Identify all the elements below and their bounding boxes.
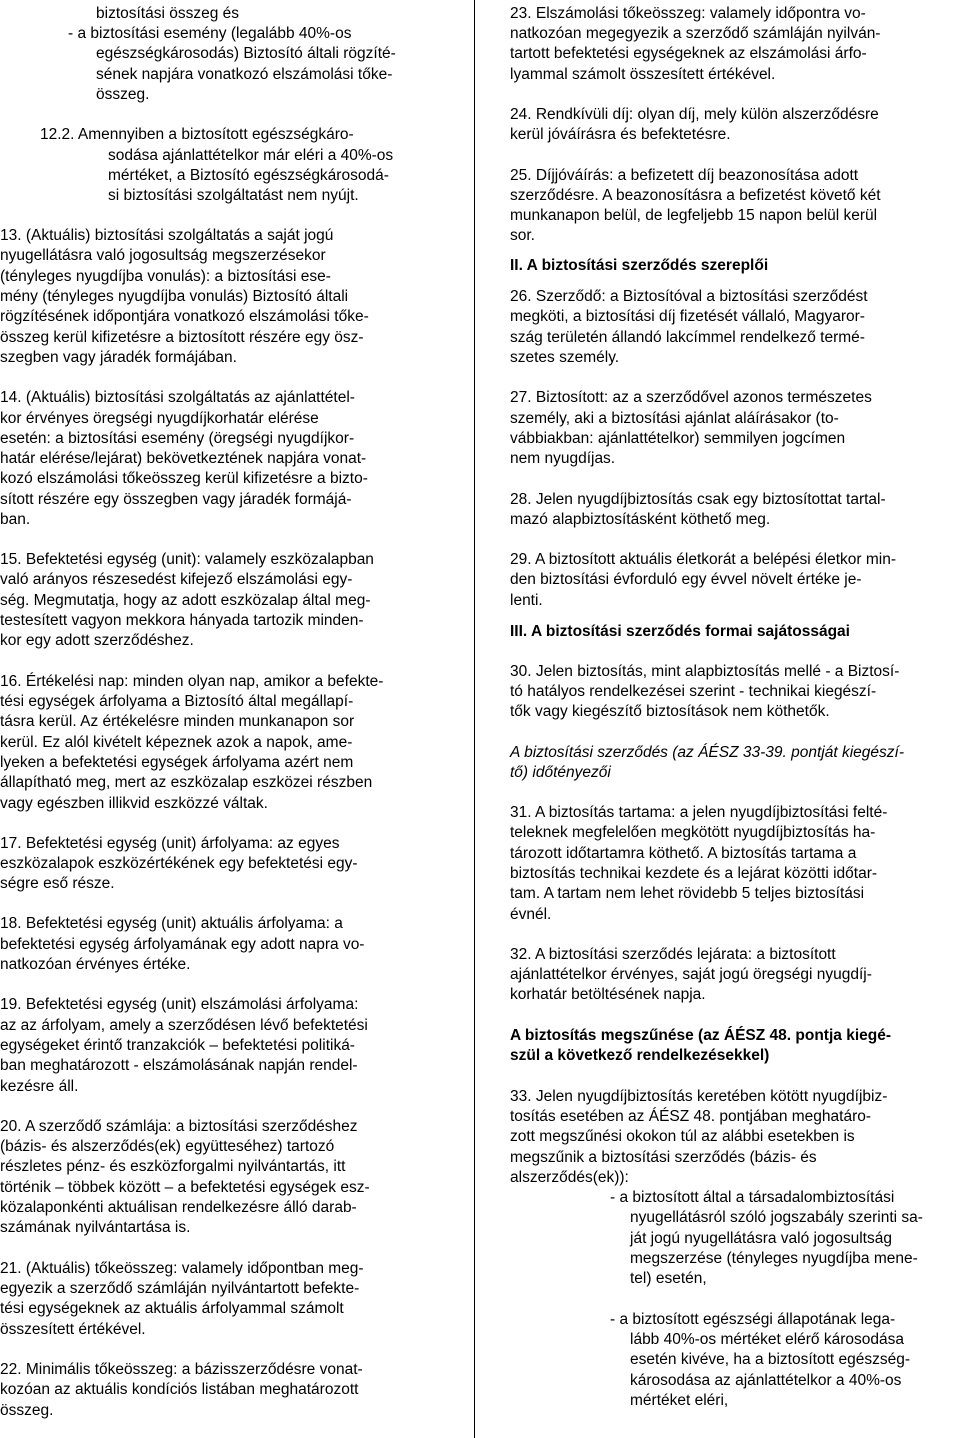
text-line: 26. Szerződő: a Biztosítóval a biztosítási szerződést (510, 288, 868, 305)
text-line: 13. (Aktuális) biztosítási szolgáltatás a saját jogú (0, 227, 334, 244)
text-line: 19. Befektetési egység (unit) elszámolási árfolyama: (0, 996, 359, 1013)
text-line: 31. A biztosítás tartama: a jelen nyugdíjbiztosítási felté- (510, 804, 888, 821)
text-line: tési egységeknek az aktuális árfolyammal számolt (0, 1300, 344, 1317)
text-line: szegben vagy járadék formájában. (0, 349, 237, 366)
text-line: sított részére egy összegben vagy járadék formájá- (0, 491, 352, 508)
text-line: mazó alapbiztosításként köthető meg. (510, 511, 771, 528)
text-line: tési egységek árfolyama a Biztosító által megállapí- (0, 693, 354, 710)
text-line: történik – többek között – a befektetési egységek esz- (0, 1179, 370, 1196)
text-line: 12.2. Amennyiben a biztosított egészségkáro- (40, 126, 354, 143)
text-line: 15. Befektetési egység (unit): valamely eszközalapban (0, 551, 374, 568)
text-line: részletes pénz- és eszközforgalmi nyilvántartás, itt (0, 1158, 346, 1175)
text-line: tők vagy kiegészítő biztosítások nem köthetők. (510, 703, 830, 720)
text-line: korhatár betöltésének napja. (510, 986, 706, 1003)
text-line: vagy egészben illikvid eszközzé váltak. (0, 795, 268, 812)
text-line: esetén kivéve, ha a biztosított egészség- (630, 1351, 911, 1368)
text-line: ját jogú nyugellátásra való jogosultság (630, 1230, 892, 1247)
text-line: (bázis- és alszerződés(ek) együtteséhez) tartozó (0, 1138, 335, 1155)
text-line: den biztosítási évforduló egy évvel növelt értéke je- (510, 571, 862, 588)
text-line: összeg kerül kifizetésre a biztosított részére egy ösz- (0, 329, 364, 346)
text-line: 17. Befektetési egység (unit) árfolyama: az egyes (0, 835, 340, 852)
column-divider (474, 0, 475, 1438)
text-line: állapítható meg, mert az eszközalap eszközei részben (0, 774, 373, 791)
text-line: kerül jóváírásra és befektetésre. (510, 126, 731, 143)
text-line: lyammal számolt összesített értékével. (510, 66, 776, 83)
text-line: egyezik a szerződő számláján nyilvántartott befekte- (0, 1280, 360, 1297)
text-line: szerződésre. A beazonosításra a befizetést követő két (510, 187, 881, 204)
text-line: esetén: a biztosítási esemény (öregségi nyugdíjkor- (0, 430, 355, 447)
text-line: egészségkárosodás) Biztosító általi rögzíté- (96, 45, 396, 62)
text-line: tározott időtartamra köthető. A biztosítás tartama a (510, 845, 857, 862)
text-line: sodása ajánlattételkor már eléri a 40%-os (108, 147, 394, 164)
text-line: tartott befektetési egységeknek az elszámolási árfo- (510, 45, 867, 62)
text-line: 30. Jelen biztosítás, mint alapbiztosítás mellé - a Biztosí- (510, 663, 900, 680)
text-line: sének napjára vonatkozó elszámolási tőke- (96, 66, 393, 83)
text-line: eszközalapok eszközértékének egy befektetési egy- (0, 855, 358, 872)
text-line: 24. Rendkívüli díj: olyan díj, mely külön alszerződésre (510, 106, 879, 123)
text-line: kozóan az aktuális kondíciós listában meghatározott (0, 1381, 359, 1398)
text-line: megszerzése (tényleges nyugdíjba mene- (630, 1250, 918, 1267)
text-line: 32. A biztosítási szerződés lejárata: a biztosított (510, 946, 836, 963)
text-line: 21. (Aktuális) tőkeösszeg: valamely időpontban meg- (0, 1260, 364, 1277)
text-line: mény (tényleges nyugdíjba vonulás) Biztosító általi (0, 288, 349, 305)
text-line: nyugellátásról szóló jogszabály szerinti sa- (630, 1209, 923, 1226)
text-line: kerül. Ez alól kivételt képeznek azok a napok, ame- (0, 734, 353, 751)
text-line: teleknek megfelelően megkötött nyugdíjbiztosítás ha- (510, 824, 876, 841)
text-line: si biztosítási szolgáltatást nem nyújt. (108, 187, 359, 204)
text-line: szetes személy. (510, 349, 620, 366)
text-line: szág területén állandó lakcímmel rendelkező termé- (510, 329, 865, 346)
text-line: 22. Minimális tőkeösszeg: a bázisszerződésre vonat- (0, 1361, 363, 1378)
text-line: 18. Befektetési egység (unit) aktuális árfolyama: a (0, 915, 343, 932)
text-line: személy, aki a biztosítási ajánlat aláírásakor (to- (510, 410, 839, 427)
text-line: számának nyilvántartása is. (0, 1219, 191, 1236)
text-line: megszűnik a biztosítási szerződés (bázis- és (510, 1149, 817, 1166)
text-line: 14. (Aktuális) biztosítási szolgáltatás az ajánlattétel- (0, 389, 355, 406)
text-line: kor érvényes öregségi nyugdíjkorhatár elérése (0, 410, 319, 427)
text-line: - a biztosítási esemény (legalább 40%-os (68, 25, 352, 42)
text-line: tel) esetén, (630, 1270, 707, 1287)
text-line: ajánlattételkor érvényes, saját jogú öregségi nyugdíj- (510, 966, 872, 983)
text-line: 25. Díjjóváírás: a befizetett díj beazonosítása adott (510, 167, 859, 184)
text-line: ban meghatározott - elszámolásának napján rendel- (0, 1057, 358, 1074)
text-line: egységeket érintő tranzakciók – befektetési politiká- (0, 1037, 355, 1054)
text-line: szül a következő rendelkezésekkel) (510, 1047, 770, 1064)
text-line: az az árfolyam, amely a szerződésen lévő befektetési (0, 1017, 368, 1034)
text-line: 29. A biztosított aktuális életkorát a belépési életkor min- (510, 551, 896, 568)
text-line: lább 40%-os mértéket elérő károsodása (630, 1331, 904, 1348)
text-line: 23. Elszámolási tőkeösszeg: valamely időpontra vo- (510, 5, 866, 22)
text-line: nyugellátásra való jogosultság megszerzésekor (0, 247, 326, 264)
text-line: összeg. (96, 86, 150, 103)
text-line: 16. Értékelési nap: minden olyan nap, amikor a befekte- (0, 673, 384, 690)
text-line: 33. Jelen nyugdíjbiztosítás keretében kötött nyugdíjbiz- (510, 1088, 888, 1105)
text-line: való arányos részesedést kifejező elszámolási egy- (0, 571, 353, 588)
text-line: tő) időtényezői (510, 764, 611, 781)
text-line: lenti. (510, 592, 543, 609)
text-line: A biztosítási szerződés (az ÁÉSZ 33-39. pontját kiegészí- (510, 744, 904, 761)
text-line: ség. Megmutatja, hogy az adott eszközalap által meg- (0, 592, 371, 609)
text-line: natkozóan megegyezik a szerződő számláján nyilván- (510, 25, 881, 42)
text-line: - a biztosított egészségi állapotának lega- (610, 1311, 896, 1328)
text-line: biztosítási összeg és (96, 5, 240, 22)
text-line: munkanapon belül, de legfeljebb 15 napon belül kerül (510, 207, 878, 224)
text-line: vábbiakban: ajánlattételkor) semmilyen jogcímen (510, 430, 846, 447)
text-line: összesített értékével. (0, 1321, 146, 1338)
text-line: megköti, a biztosítási díj fizetését vállaló, Magyaror- (510, 308, 865, 325)
text-line: rögzítésének időpontjára vonatkozó elszámolási tőke- (0, 308, 369, 325)
text-line: A biztosítás megszűnése (az ÁÉSZ 48. pontja kiegé- (510, 1027, 891, 1044)
text-line: lyeken a befektetési egységek árfolyama azért nem (0, 754, 354, 771)
section-heading-ii: II. A biztosítási szerződés szereplői (510, 257, 769, 274)
text-line: mértéket eléri, (630, 1392, 729, 1409)
text-line: határ elérése/lejárat) bekövetkeztének napjára vonat- (0, 450, 367, 467)
text-line: összeg. (0, 1402, 54, 1419)
text-line: ségre eső része. (0, 875, 115, 892)
text-line: 20. A szerződő számlája: a biztosítási szerződéshez (0, 1118, 358, 1135)
text-line: tam. A tartam nem lehet rövidebb 5 teljes biztosítási (510, 885, 865, 902)
text-line: kezésre áll. (0, 1078, 79, 1095)
section-heading-iii: III. A biztosítási szerződés formai sajátosságai (510, 623, 850, 640)
text-line: natkozóan érvényes értéke. (0, 956, 191, 973)
text-line: tó hatályos rendelkezései szerint - technikai kiegészí- (510, 683, 877, 700)
text-line: mértéket, a Biztosító egészségkárosodá- (108, 167, 389, 184)
text-line: károsodása az ajánlattételkor a 40%-os (630, 1372, 902, 1389)
text-line: alszerződés(ek)): (510, 1169, 629, 1186)
text-line: 27. Biztosított: az a szerződővel azonos természetes (510, 389, 872, 406)
text-line: biztosítás technikai kezdete és a lejárat közötti időtar- (510, 865, 878, 882)
text-line: sor. (510, 227, 535, 244)
text-line: befektetési egység árfolyamának egy adott napra vo- (0, 936, 365, 953)
text-line: - a biztosított által a társadalombiztosítási (610, 1189, 895, 1206)
text-line: tosítás esetében az ÁÉSZ 48. pontjában meghatáro- (510, 1108, 872, 1125)
text-line: zott megszűnési okokon túl az alábbi esetekben is (510, 1128, 855, 1145)
text-line: közalaponkénti aktuálisan rendelkezésre álló darab- (0, 1199, 357, 1216)
text-line: testesített vagyon mekkora hányada tartozik minden- (0, 612, 364, 629)
text-line: nem nyugdíjas. (510, 450, 616, 467)
text-line: kor egy adott szerződéshez. (0, 632, 194, 649)
text-line: évnél. (510, 906, 552, 923)
text-line: tásra kerül. Az értékelésre minden munkanapon sor (0, 713, 355, 730)
text-line: 28. Jelen nyugdíjbiztosítás csak egy biztosítottat tartal- (510, 491, 886, 508)
text-line: kozó elszámolási tőkeösszeg kerül kifizetésre a bizto- (0, 470, 368, 487)
text-line: ban. (0, 511, 31, 528)
text-line: (tényleges nyugdíjba vonulás): a biztosítási ese- (0, 268, 331, 285)
